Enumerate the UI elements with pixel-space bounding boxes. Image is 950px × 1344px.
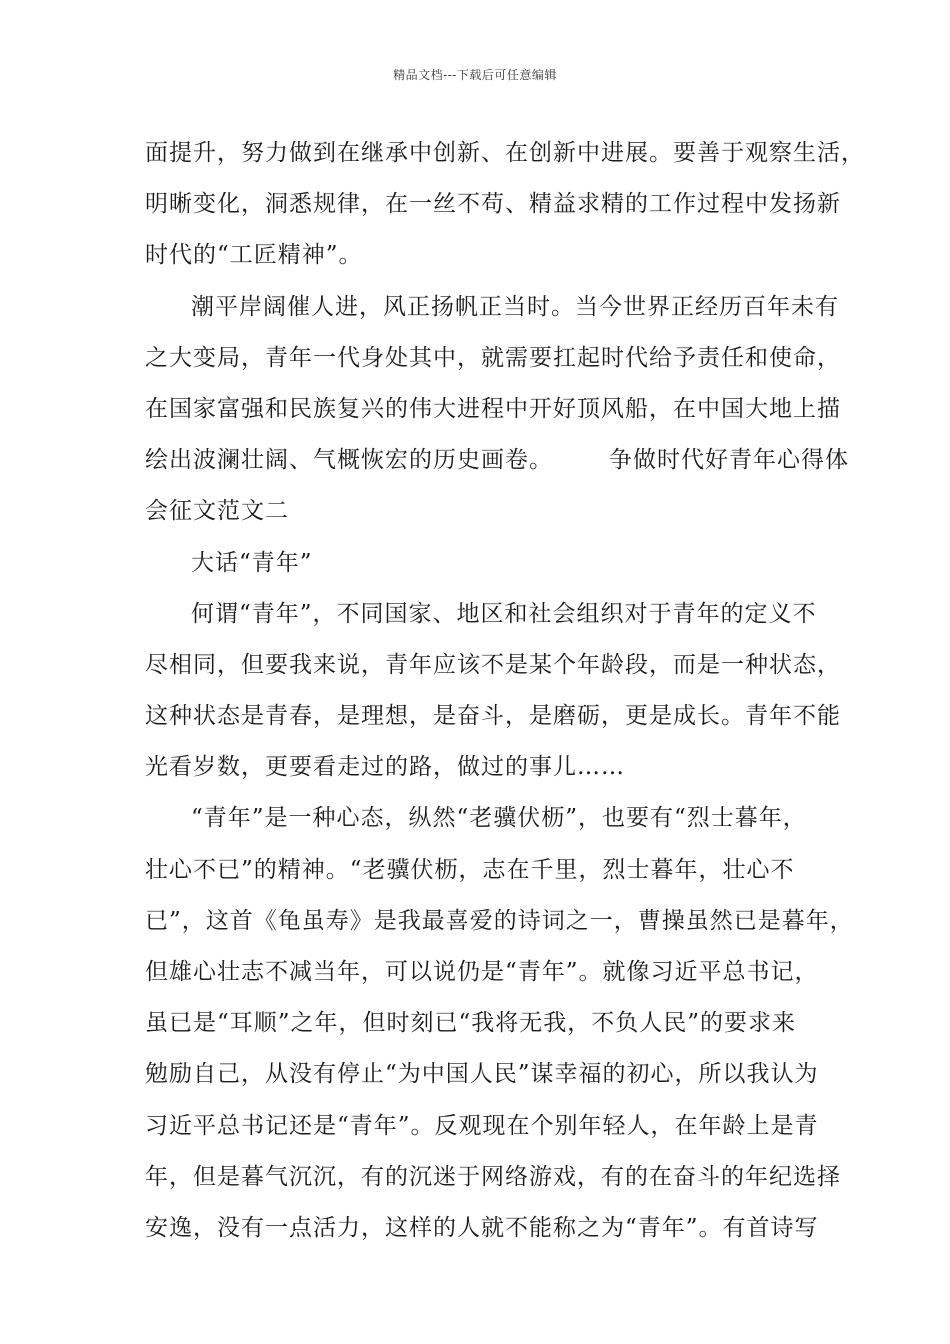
text-line: 潮平岸阔催人进，风正扬帆正当时。当今世界正经历百年未有: [191, 293, 839, 320]
text-line: 勉励自己，从没有停止“为中国人民”谋幸福的初心，所以我认为: [145, 1061, 819, 1088]
text-line: 光看岁数，更要看走过的路，做过的事儿……: [145, 754, 625, 781]
essay-title: 大话“青年”: [191, 549, 313, 576]
page-header: 精品文档---下载后可任意编辑: [393, 68, 557, 82]
text-line-segment: 绘出波澜壮阔、气概恢宏的历史画卷。: [145, 447, 553, 474]
text-line: 面提升，努力做到在继承中创新、在创新中进展。要善于观察生活，: [145, 140, 865, 166]
essay-heading-part: 争做时代好青年心得体: [609, 447, 849, 474]
text-line: 之大变局，青年一代身处其中，就需要扛起时代给予责任和使命，: [145, 344, 841, 371]
text-line: 已”，这首《龟虽寿》是我最喜爱的诗词之一，曹操虽然已是暮年，: [145, 907, 854, 934]
text-line-with-heading: [145, 435, 849, 486]
text-line: 安逸，没有一点活力，这样的人就不能称之为“青年”。有首诗写: [145, 1214, 819, 1241]
text-line: “青年”是一种心态，纵然“老骥伏枥”，也要有“烈士暮年，: [191, 805, 807, 832]
text-line: 在国家富强和民族复兴的伟大进程中开好顶风船，在中国大地上描: [145, 395, 841, 422]
text-line: 明晰变化，洞悉规律，在一丝不苟、精益求精的工作过程中发扬新: [145, 191, 841, 218]
text-line: 时代的“工匠精神”。: [145, 242, 363, 269]
text-line: 虽已是“耳顺”之年，但时刻已“我将无我，不负人民”的要求来: [145, 1010, 797, 1037]
text-line: 这种状态是青春，是理想，是奋斗，是磨砺，更是成长。青年不能: [145, 703, 841, 730]
text-line: 壮心不已”的精神。“老骥伏枥，志在千里，烈士暮年，壮心不: [145, 856, 795, 883]
text-line: 何谓“青年”，不同国家、地区和社会组织对于青年的定义不: [191, 600, 817, 627]
text-line: 习近平总书记还是“青年”。反观现在个别年轻人，在年龄上是青: [145, 1112, 819, 1139]
text-line: 但雄心壮志不减当年，可以说仍是“青年”。就像习近平总书记，: [145, 959, 819, 985]
text-line: 尽相同，但要我来说，青年应该不是某个年龄段，而是一种状态，: [145, 651, 841, 678]
essay-heading-continued: 会征文范文二: [145, 498, 289, 525]
text-line: 年，但是暮气沉沉，有的沉迷于网络游戏，有的在奋斗的年纪选择: [145, 1163, 841, 1190]
document-body: [145, 128, 865, 1254]
